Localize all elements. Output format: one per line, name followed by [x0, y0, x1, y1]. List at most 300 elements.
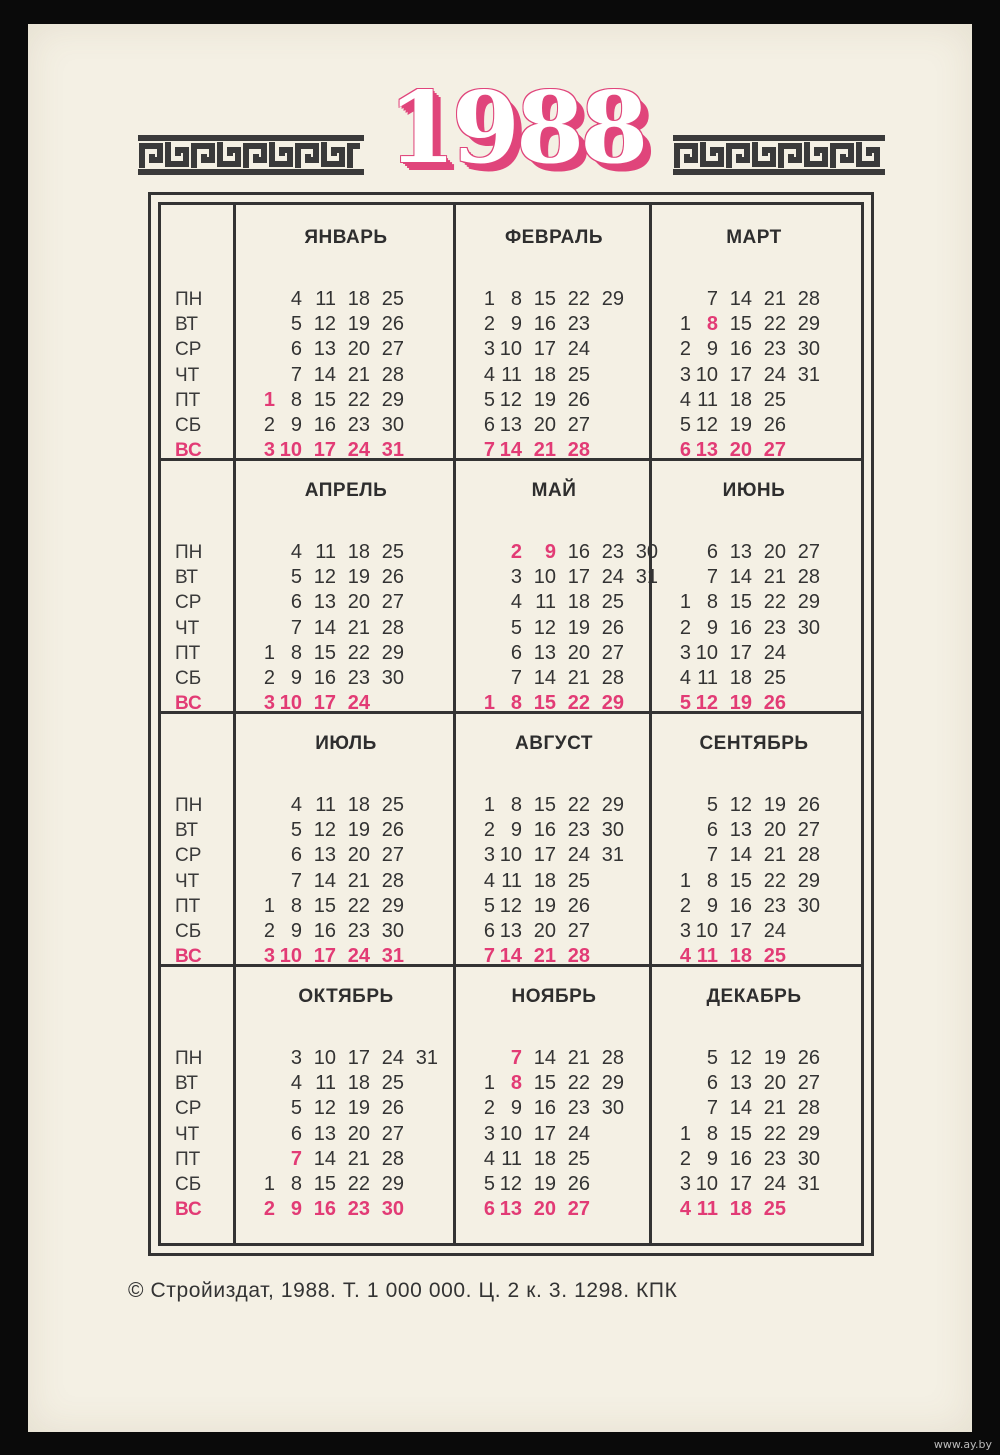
week-row	[664, 1046, 854, 1071]
day-cell: 19	[533, 1172, 556, 1195]
day-cell: 9	[706, 894, 718, 917]
month-days-grid	[664, 287, 854, 463]
day-cell: 31	[797, 363, 820, 386]
day-cell: 29	[601, 692, 624, 715]
day-name-label: СР	[175, 592, 202, 614]
day-cell: 8	[290, 641, 302, 664]
day-cell: 30	[601, 819, 624, 842]
day-cell: 15	[313, 894, 336, 917]
day-cell: 5	[290, 566, 302, 589]
day-cell: 19	[729, 692, 752, 715]
week-row	[664, 565, 854, 590]
day-cell: 20	[763, 819, 786, 842]
day-cell: 16	[567, 541, 590, 563]
day-cell: 6	[290, 591, 302, 614]
day-cell: 1	[483, 1072, 495, 1095]
day-cell: 23	[567, 313, 590, 336]
day-cell: 19	[347, 566, 370, 589]
week-row	[664, 363, 854, 388]
day-cell: 12	[499, 894, 522, 917]
day-cell: 12	[499, 1172, 522, 1195]
week-row	[248, 312, 438, 337]
day-cell: 28	[797, 566, 820, 589]
day-cell: 11	[697, 388, 718, 411]
week-row	[468, 1096, 658, 1121]
day-cell: 9	[510, 313, 522, 336]
week-row	[468, 919, 658, 944]
day-cell: 31	[415, 1047, 438, 1069]
day-cell: 29	[797, 1122, 820, 1145]
day-cell: 10	[313, 1047, 336, 1069]
day-cell: 7	[483, 439, 495, 462]
day-cell: 20	[533, 413, 556, 436]
day-cell: 23	[347, 666, 370, 689]
week-row	[468, 1172, 658, 1197]
day-cell: 27	[567, 413, 590, 436]
day-cell: 29	[797, 313, 820, 336]
day-cell: 21	[763, 1097, 786, 1120]
day-cell: 19	[763, 794, 786, 816]
day-cell: 16	[729, 616, 752, 639]
day-cell: 29	[797, 591, 820, 614]
day-cell: 21	[567, 666, 590, 689]
day-name-label: ВС	[175, 693, 202, 715]
week-row	[248, 1197, 438, 1222]
day-cell: 20	[533, 919, 556, 942]
day-cell: 17	[533, 1122, 556, 1145]
day-cell: 9	[706, 1147, 718, 1170]
day-cell: 11	[315, 1072, 336, 1095]
day-cell: 18	[347, 541, 370, 563]
day-cell: 6	[679, 439, 691, 462]
day-cell: 13	[313, 844, 336, 867]
month-name: СЕНТЯБРЬ	[699, 733, 809, 754]
day-name-label: СБ	[175, 414, 202, 436]
day-cell: 1	[679, 591, 691, 614]
month-name: АВГУСТ	[515, 733, 593, 754]
day-cell: 30	[381, 1198, 404, 1221]
day-cell: 22	[347, 894, 370, 917]
day-cell: 8	[510, 794, 522, 816]
month-days-grid	[664, 793, 854, 969]
day-cell: 13	[695, 439, 718, 462]
day-cell: 4	[679, 945, 691, 968]
week-row	[664, 1122, 854, 1147]
day-cell: 16	[729, 338, 752, 361]
day-cell: 4	[483, 869, 495, 892]
week-row	[468, 287, 658, 312]
day-cell: 5	[483, 1172, 495, 1195]
day-cell: 12	[695, 413, 718, 436]
day-cell: 8	[290, 1172, 302, 1195]
day-cell: 29	[601, 1072, 624, 1095]
day-cell: 13	[313, 591, 336, 614]
day-name-label: ПН	[175, 1048, 203, 1069]
day-cell: 8	[706, 869, 718, 892]
calendar-quarter	[161, 964, 861, 1221]
day-cell: 16	[313, 666, 336, 689]
day-cell: 14	[729, 1097, 752, 1120]
day-cell: 5	[290, 819, 302, 842]
day-cell: 12	[313, 1097, 336, 1120]
week-row	[468, 793, 658, 818]
day-cell: 8	[510, 692, 522, 715]
month-days-grid	[248, 287, 438, 463]
calendar-quarter	[161, 205, 861, 462]
day-cell: 1	[483, 288, 495, 310]
week-row	[664, 869, 854, 894]
day-cell: 2	[483, 313, 495, 336]
day-cell: 30	[797, 1147, 820, 1170]
day-cell: 31	[381, 439, 404, 462]
day-cell: 3	[263, 945, 275, 968]
day-cell: 6	[290, 1122, 302, 1145]
day-cell: 16	[729, 894, 752, 917]
month-name: ЯНВАРЬ	[304, 227, 388, 248]
week-row	[664, 641, 854, 666]
month-days-grid	[468, 287, 658, 463]
day-cell: 15	[729, 313, 752, 336]
week-row	[248, 843, 438, 868]
day-cell: 11	[696, 945, 718, 968]
day-cell: 15	[533, 794, 556, 816]
day-name-label: ВТ	[175, 820, 199, 842]
week-row	[248, 540, 438, 565]
week-row	[664, 616, 854, 641]
day-cell: 15	[729, 1122, 752, 1145]
day-cell: 22	[567, 794, 590, 816]
day-cell: 19	[533, 894, 556, 917]
day-cell: 27	[763, 439, 786, 462]
week-row	[248, 590, 438, 615]
day-cell: 3	[483, 338, 495, 361]
day-cell: 18	[347, 288, 370, 310]
day-cell: 25	[763, 666, 786, 689]
day-cell: 20	[729, 439, 752, 462]
month-name: ИЮНЬ	[722, 480, 786, 501]
day-cell: 25	[381, 794, 404, 816]
day-cell: 29	[381, 894, 404, 917]
week-row	[468, 540, 658, 565]
day-cell: 9	[290, 919, 302, 942]
day-cell: 24	[567, 1122, 590, 1145]
day-cell: 17	[729, 641, 752, 664]
day-cell: 16	[313, 919, 336, 942]
day-cell: 14	[533, 1047, 556, 1069]
day-cell: 23	[567, 819, 590, 842]
greek-key-ornament-right	[673, 132, 885, 178]
week-row	[664, 287, 854, 312]
day-cell: 16	[313, 413, 336, 436]
day-cell: 22	[567, 692, 590, 715]
day-cell: 8	[706, 591, 718, 614]
day-cell: 11	[501, 363, 522, 386]
day-cell: 17	[313, 439, 336, 462]
day-cell: 28	[601, 1047, 624, 1069]
day-cell: 17	[533, 844, 556, 867]
day-cell: 24	[567, 338, 590, 361]
month-days-grid	[468, 540, 658, 716]
day-cell: 9	[706, 616, 718, 639]
day-cell: 28	[381, 363, 404, 386]
day-cell: 27	[797, 541, 820, 563]
day-cell: 7	[290, 1147, 302, 1170]
month-name: АПРЕЛЬ	[304, 480, 388, 501]
day-cell: 8	[706, 1122, 718, 1145]
week-row	[248, 894, 438, 919]
day-cell: 3	[263, 692, 275, 715]
day-cell: 14	[313, 869, 336, 892]
day-cell: 16	[533, 313, 556, 336]
day-cell: 10	[499, 1122, 522, 1145]
day-cell: 30	[381, 919, 404, 942]
day-cell: 10	[279, 439, 302, 462]
day-cell: 14	[499, 945, 522, 968]
day-cell: 23	[763, 616, 786, 639]
day-cell: 28	[567, 945, 590, 968]
day-names-column	[175, 793, 235, 969]
day-cell: 25	[763, 945, 786, 968]
day-cell: 21	[347, 1147, 370, 1170]
day-cell: 21	[347, 363, 370, 386]
day-cell: 23	[601, 541, 624, 563]
day-cell: 27	[381, 591, 404, 614]
day-cell: 23	[763, 338, 786, 361]
calendar-card	[28, 24, 972, 1432]
week-row	[468, 1147, 658, 1172]
week-row	[248, 616, 438, 641]
day-cell: 9	[544, 541, 556, 563]
day-name-label: ВТ	[175, 314, 199, 336]
day-cell: 4	[510, 591, 522, 614]
day-cell: 23	[347, 1198, 370, 1221]
day-cell: 20	[347, 591, 370, 614]
day-cell: 1	[679, 313, 691, 336]
week-row	[468, 388, 658, 413]
week-row	[468, 1071, 658, 1096]
day-cell: 18	[729, 666, 752, 689]
day-cell: 13	[499, 413, 522, 436]
week-row	[664, 1147, 854, 1172]
month-days-grid	[248, 540, 438, 716]
day-cell: 13	[499, 1198, 522, 1221]
day-name-label: СБ	[175, 667, 202, 689]
day-cell: 7	[510, 1047, 522, 1069]
day-name-label: ЧТ	[175, 617, 200, 639]
day-cell: 15	[729, 869, 752, 892]
week-row	[468, 1046, 658, 1071]
day-cell: 1	[263, 388, 275, 411]
day-cell: 24	[763, 1172, 786, 1195]
day-cell: 6	[290, 338, 302, 361]
day-cell: 23	[763, 1147, 786, 1170]
day-cell: 3	[483, 844, 495, 867]
day-cell: 7	[290, 869, 302, 892]
day-cell: 3	[679, 1172, 691, 1195]
day-cell: 3	[263, 439, 275, 462]
greek-key-ornament-left	[138, 132, 364, 178]
week-row	[664, 894, 854, 919]
day-cell: 15	[313, 1172, 336, 1195]
day-cell: 8	[510, 1072, 522, 1095]
day-cell: 12	[729, 1047, 752, 1069]
day-cell: 13	[499, 919, 522, 942]
day-cell: 16	[729, 1147, 752, 1170]
calendar-frame	[148, 192, 874, 1256]
day-cell: 26	[763, 413, 786, 436]
day-cell: 2	[679, 894, 691, 917]
day-cell: 23	[567, 1097, 590, 1120]
day-cell: 24	[347, 692, 370, 715]
day-cell: 14	[729, 288, 752, 310]
day-cell: 5	[510, 616, 522, 639]
day-cell: 20	[347, 1122, 370, 1145]
day-cell: 21	[763, 288, 786, 310]
day-cell: 6	[706, 819, 718, 842]
day-cell: 13	[729, 819, 752, 842]
day-cell: 2	[679, 338, 691, 361]
month-block	[456, 458, 658, 715]
week-row	[664, 337, 854, 362]
day-cell: 27	[797, 1072, 820, 1095]
day-cell: 10	[695, 919, 718, 942]
day-cell: 19	[347, 1097, 370, 1120]
day-cell: 16	[313, 1198, 336, 1221]
day-cell: 12	[313, 819, 336, 842]
day-cell: 14	[313, 616, 336, 639]
day-cell: 30	[797, 616, 820, 639]
month-block	[456, 205, 652, 462]
month-block	[652, 458, 856, 715]
day-cell: 6	[483, 413, 495, 436]
month-block	[456, 711, 652, 968]
day-cell: 7	[706, 844, 718, 867]
day-cell: 11	[315, 794, 336, 816]
week-row	[248, 1172, 438, 1197]
day-cell: 26	[381, 313, 404, 336]
day-name-label: ПТ	[175, 1148, 201, 1170]
week-row	[248, 413, 438, 438]
day-cell: 6	[706, 1072, 718, 1095]
day-cell: 7	[706, 566, 718, 589]
day-cell: 25	[381, 1072, 404, 1095]
day-cell: 25	[567, 363, 590, 386]
day-cell: 13	[729, 1072, 752, 1095]
day-cell: 1	[483, 692, 495, 715]
day-cell: 13	[729, 541, 752, 563]
week-row	[248, 1147, 438, 1172]
day-name-label: ПТ	[175, 642, 201, 664]
week-row	[468, 363, 658, 388]
day-cell: 1	[483, 794, 495, 816]
day-cell: 15	[313, 641, 336, 664]
day-cell: 30	[381, 666, 404, 689]
day-cell: 6	[483, 919, 495, 942]
day-cell: 29	[797, 869, 820, 892]
day-cell: 30	[381, 413, 404, 436]
day-cell: 3	[679, 363, 691, 386]
day-cell: 14	[533, 666, 556, 689]
day-cell: 24	[763, 919, 786, 942]
day-name-label: СР	[175, 845, 202, 867]
month-block	[236, 458, 456, 715]
day-cell: 17	[533, 338, 556, 361]
day-cell: 25	[567, 1147, 590, 1170]
day-cell: 1	[679, 1122, 691, 1145]
month-days-grid	[468, 1046, 658, 1222]
calendar-quarter	[161, 458, 861, 715]
month-days-grid	[248, 1046, 438, 1222]
calendar-grid	[158, 202, 864, 1246]
day-cell: 27	[601, 641, 624, 664]
day-cell: 4	[290, 1072, 302, 1095]
month-name: МАЙ	[531, 480, 577, 501]
day-cell: 3	[483, 1122, 495, 1145]
week-row	[664, 312, 854, 337]
week-row	[468, 1122, 658, 1147]
day-cell: 26	[797, 1047, 820, 1069]
month-days-grid	[248, 793, 438, 969]
day-cell: 21	[763, 844, 786, 867]
month-days-grid	[468, 793, 658, 969]
day-cell: 12	[729, 794, 752, 816]
day-cell: 30	[635, 541, 658, 563]
week-row	[468, 666, 658, 691]
day-cell: 18	[533, 869, 556, 892]
day-cell: 14	[729, 566, 752, 589]
week-row	[248, 869, 438, 894]
day-cell: 2	[263, 413, 275, 436]
day-cell: 2	[263, 666, 275, 689]
day-cell: 9	[510, 819, 522, 842]
day-name-label: ПТ	[175, 895, 201, 917]
week-row	[468, 565, 658, 590]
day-cell: 20	[347, 844, 370, 867]
week-row	[664, 1172, 854, 1197]
day-cell: 17	[729, 919, 752, 942]
day-cell: 18	[533, 363, 556, 386]
week-row	[468, 1197, 658, 1222]
day-cell: 26	[381, 566, 404, 589]
day-cell: 17	[729, 1172, 752, 1195]
day-cell: 24	[347, 439, 370, 462]
day-cell: 13	[313, 1122, 336, 1145]
week-row	[248, 793, 438, 818]
day-cell: 5	[290, 1097, 302, 1120]
day-cell: 31	[601, 844, 624, 867]
day-cell: 17	[313, 945, 336, 968]
day-cell: 26	[381, 1097, 404, 1120]
week-row	[248, 363, 438, 388]
day-cell: 7	[290, 363, 302, 386]
day-cell: 1	[263, 1172, 275, 1195]
day-name-label: СР	[175, 1098, 202, 1120]
day-cell: 10	[499, 338, 522, 361]
year-title: 1988	[387, 71, 645, 186]
day-cell: 5	[483, 894, 495, 917]
month-name: НОЯБРЬ	[511, 986, 597, 1007]
day-cell: 14	[729, 844, 752, 867]
day-cell: 28	[797, 844, 820, 867]
day-cell: 11	[697, 666, 718, 689]
day-cell: 27	[567, 1198, 590, 1221]
day-cell: 4	[290, 288, 302, 310]
week-row	[468, 312, 658, 337]
day-cell: 9	[290, 666, 302, 689]
week-row	[468, 337, 658, 362]
week-row	[248, 641, 438, 666]
day-cell: 17	[313, 692, 336, 715]
